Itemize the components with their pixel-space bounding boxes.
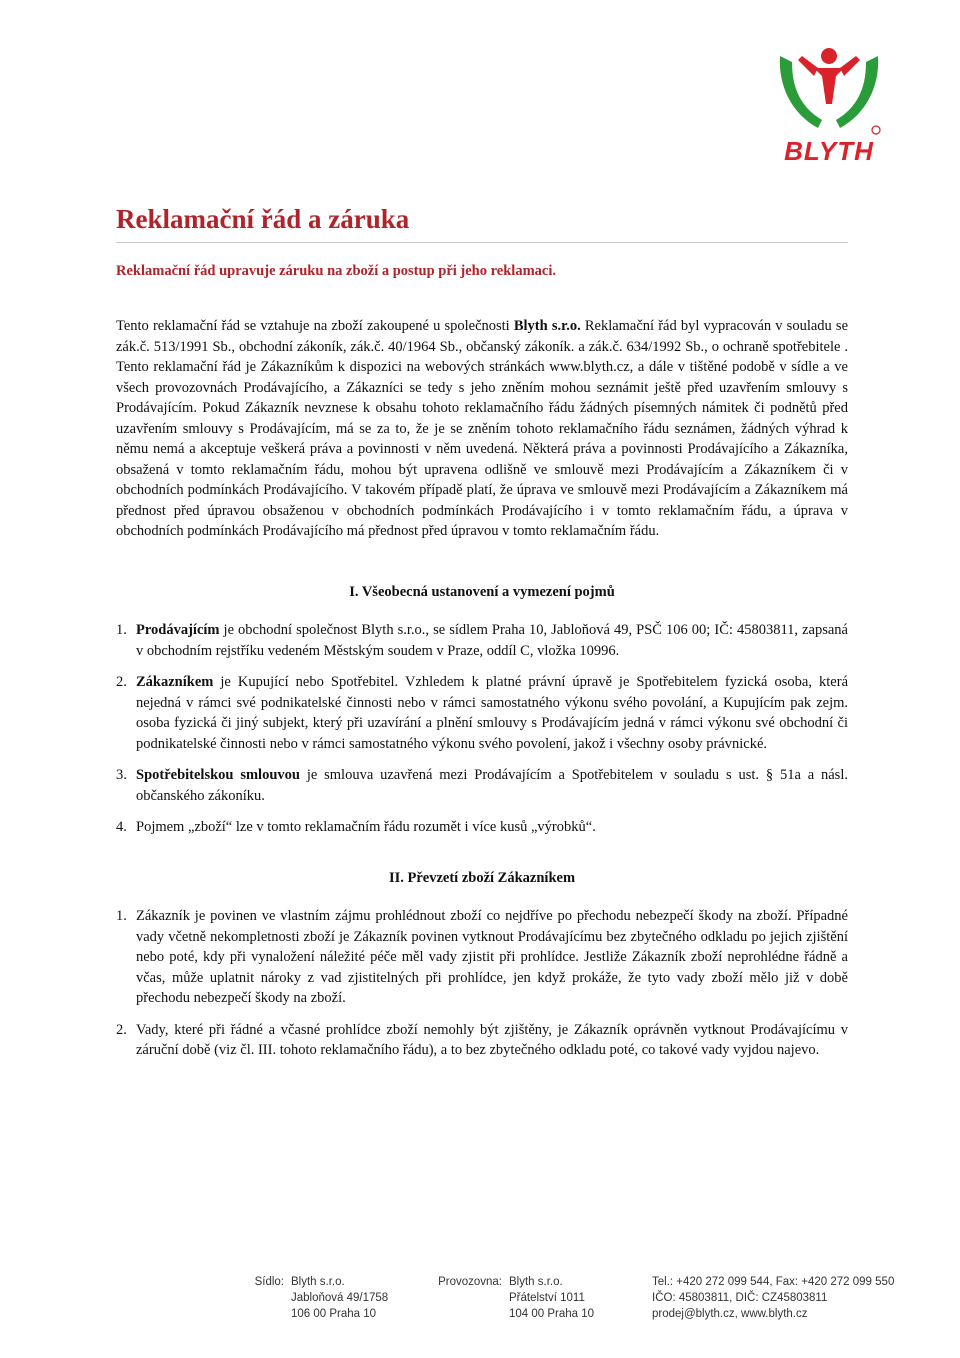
intro-company: Blyth s.r.o. [513, 318, 581, 334]
document-body [116, 316, 848, 1072]
item-term: Zákazníkem [136, 674, 214, 690]
footer-line: Přátelství 1011 [509, 1292, 585, 1304]
logo-emblem-icon [774, 46, 884, 138]
footer-contact [652, 1274, 894, 1322]
footer-line: Blyth s.r.o. [509, 1276, 563, 1288]
footer-email-web[interactable]: prodej@blyth.cz, www.blyth.cz [652, 1308, 808, 1320]
footer-sidlo [291, 1274, 388, 1322]
item-term: Prodávajícím [136, 622, 220, 638]
item-number: 4. [116, 819, 127, 835]
item-number: 2. [116, 1021, 127, 1038]
section-1-heading: I. Všeobecná ustanovení a vymezení pojmů [349, 583, 615, 600]
footer-line: 104 00 Praha 10 [509, 1308, 595, 1320]
item-text: je obchodní společnost Blyth s.r.o., se sídlem Praha 10, Jabloňová 49, PSČ 106 00; IČ: 45803811, zapsaná v obchodním rejstříku vedeném Městským soudem v Praze, oddíl C, vložka 10996. [136, 622, 848, 659]
intro-text-b: Reklamační řád byl vypracován v souladu se zák.č. 513/1991 Sb., obchodní zákoník, zák.č. 40/1964 Sb., občanský zákoník. a zák.č. 634/1992 Sb., o ochraně spotřebitele . Tento reklamační řád je Zákazníkům k dispozici na webových stránkách www.blyth.cz, a dále v tištěné podobě v sídle a ve všech provozovnách Prodávajícího, a Zákazníci se tedy s jeho zněním mohou seznámit ještě před uzavřením smlouvy s Prodávajícím. Pokud Zákazník nevznese k obsahu tohoto reklamačního řádu žádných písemných námitek či podnětů před uzavřením smlouvy s Prodávajícím, má se za to, že je se zněním tohoto reklamačního řádu seznámen, žádných výhrad k němu nemá a akceptuje veškerá práva a povinnosti v něm uvedená. Některá práva a povinnosti Prodávajícího a Zákazníka, obsažená v tomto reklamačním řádu, mohou být upravena odlišně ve smlouvě mezi Prodávajícím a Zákazníkem či v obchodních podmínkách Prodávajícího. V takovém případě platí, že úprava ve smlouvě mezi Prodávajícím a Zákazníkem má přednost před úpravou obsaženou v obchodních podmínkách Prodávajícího i v tomto reklamačním řádu, a úprava v obchodních podmínkách Prodávajícího má přednost před úpravou v tomto reklamačním řádu. [116, 318, 849, 539]
list-item [116, 906, 848, 1009]
list-item [116, 620, 848, 661]
item-text: Pojmem „zboží“ lze v tomto reklamačním řádu rozumět i více kusů „výrobků“. [136, 819, 596, 835]
list-item [116, 672, 848, 754]
item-number: 2. [116, 674, 127, 690]
footer-line: 106 00 Praha 10 [291, 1308, 377, 1320]
item-text: Vady, které při řádné a včasné prohlídce zboží nemohly být zjištěny, je Zákazník oprávněn vytknout Prodávajícímu v záruční době (viz čl. III. tohoto reklamačního řádu), a to bez zbytečného odkladu poté, co takové vady vyjdou najevo. [136, 1021, 848, 1058]
list-item [116, 1020, 848, 1061]
page-subtitle: Reklamační řád upravuje záruku na zboží a postup při jeho reklamaci. [116, 263, 556, 279]
section-2-heading: II. Převzetí zboží Zákazníkem [388, 869, 576, 886]
item-number: 1. [116, 622, 127, 638]
footer-provozovna [509, 1274, 594, 1322]
item-number: 3. [116, 767, 127, 783]
item-text: je Kupující nebo Spotřebitel. Vzhledem k platné právní úpravě je Spotřebitelem fyzická osoba, která nejedná v rámci své podnikatelské činnosti nebo v rámci samostatného výkonu svého povolání, a Kupujícím pak zejm. osoba fyzická či jiný subjekt, který při uzavírání a plnění smlouvy s Prodávajícím jedná v rámci výkonu své obchodní či podnikatelské činnosti nebo v rámci samostatného výkonu svého povolení, jakož i všechny osoby právnické. [136, 674, 848, 752]
title-divider [116, 242, 848, 243]
item-term: Spotřebitelskou smlouvou [136, 767, 300, 783]
item-number: 1. [116, 908, 127, 924]
footer-line: Jabloňová 49/1758 [291, 1292, 389, 1304]
list-item [116, 765, 848, 806]
footer-sidlo-label: Sídlo: [254, 1276, 284, 1288]
footer-line: IČO: 45803811, DIČ: CZ45803811 [652, 1292, 828, 1304]
logo-text: BLYTH [784, 136, 874, 166]
footer-line: Blyth s.r.o. [291, 1276, 345, 1288]
blyth-logo [774, 46, 884, 168]
item-text: Zákazník je povinen ve vlastním zájmu prohlédnout zboží co nejdříve po přechodu nebezpečí škody na zboží. Případné vady včetně nekompletnosti zboží je Zákazník povinen vytknout Prodávajícímu bez zbytečného odkladu po jejich zjištění nebo poté, kdy při vynaložení náležité péče měl vady zjistit při prohlídce. Jestliže Zákazník zboží neprohlédne řádně a včas, může uplatnit nároky z vad zjistitelných při prohlídce, jen když prokáže, že tyto vady zboží mělo již v době přechodu nebezpečí škody na zboží. [136, 908, 848, 1006]
item-text: je smlouva uzavřená mezi Prodávajícím a Spotřebitelem v souladu s ust. § 51a a násl. občanského zákoníku. [136, 767, 848, 804]
list-item [116, 817, 848, 838]
intro-paragraph [116, 316, 848, 542]
page-footer [0, 1274, 960, 1334]
intro-text-a: Tento reklamační řád se vztahuje na zboží zakoupené u společnosti [116, 318, 514, 334]
footer-line: Tel.: +420 272 099 544, Fax: +420 272 099 550 [652, 1276, 895, 1288]
page-title: Reklamační řád a záruka [116, 204, 410, 234]
footer-provozovna-label: Provozovna: [438, 1276, 502, 1288]
